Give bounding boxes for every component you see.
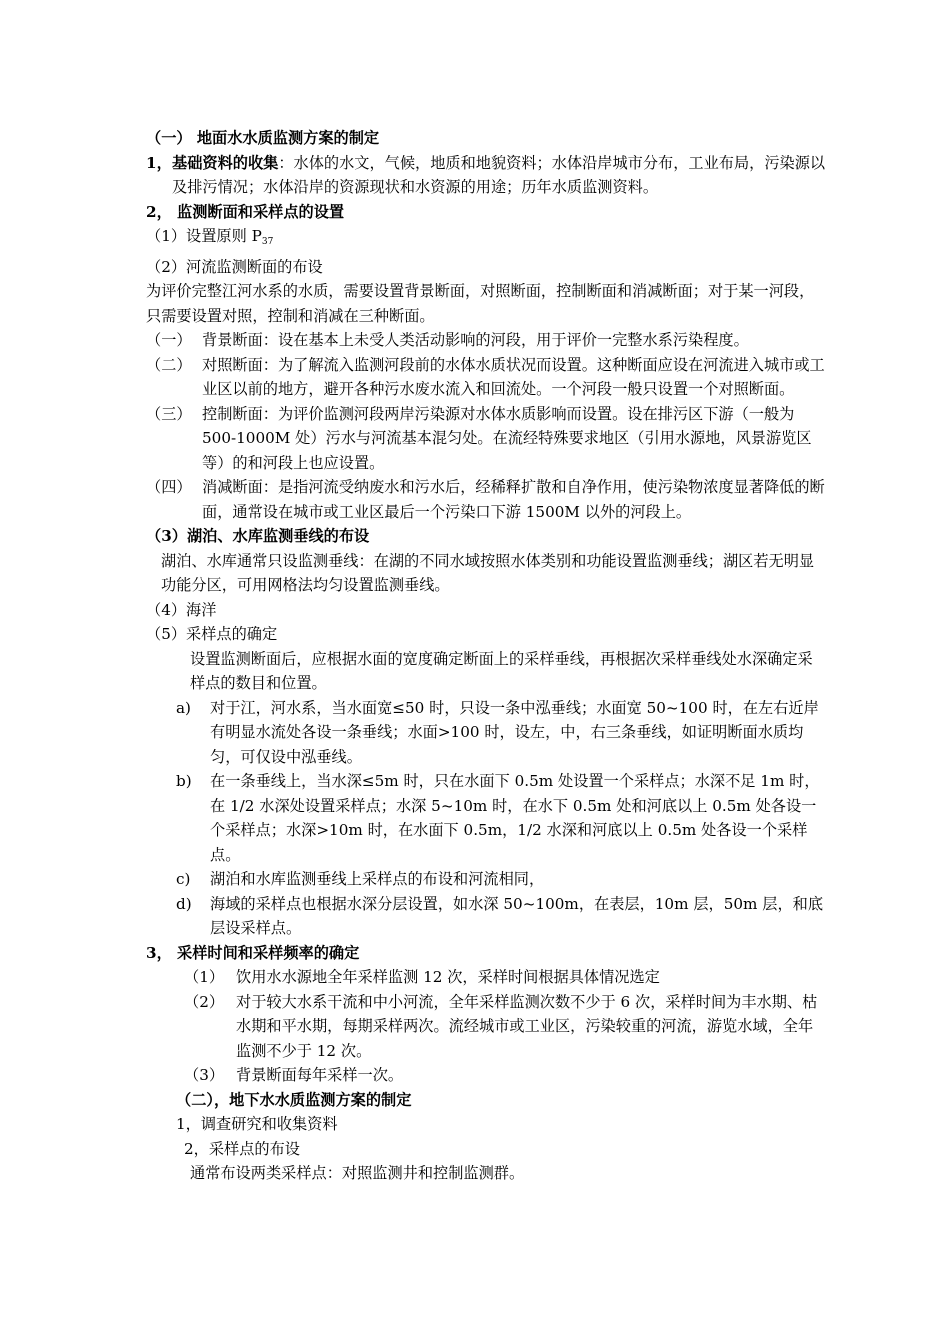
point-ocean: （4）海洋 xyxy=(146,600,217,619)
list-item xyxy=(146,328,826,353)
paragraph-river-intro: 为评价完整江河水系的水质，需要设置背景断面，对照断面，控制断面和消减断面；对于某一河段，只需要设置对照，控制和消减在三种断面。 xyxy=(146,282,815,325)
list-label: c) xyxy=(176,870,191,888)
list-text: 在一条垂线上，当水深≤5m 时，只在水面下 0.5m 处设置一个采样点；水深不足 1m 时，在 1/2 水深处设置采样点；水深 5~10m 时，在水下 0.5m 处和河底以上 0.5m 处各设一个采样点；水深>10m 时，在水面下 0.5m，1/2 水深和河底以上 0.5m 处各设一个采样点。 xyxy=(210,772,820,864)
section-heading-groundwater: （二），地下水水质监测方案的制定 xyxy=(176,1090,412,1109)
list-text: 饮用水水源地全年采样监测 12 次，采样时间根据具体情况选定 xyxy=(236,968,660,986)
paragraph-basic-data xyxy=(146,151,826,200)
list-label: d) xyxy=(176,894,192,913)
list-label: b) xyxy=(176,772,192,790)
list-text: 消减断面：是指河流受纳废水和污水后，经稀释扩散和自净作用，使污染物浓度显著降低的断面，通常设在城市或工业区最后一个污染口下游 1500M 以外的河段上。 xyxy=(202,478,825,521)
list-item xyxy=(146,990,826,1064)
list-text: 背景断面：设在基本上未受人类活动影响的河段，用于评价一完整水系污染程度。 xyxy=(202,331,749,349)
list-text: 海域的采样点也根据水深分层设置，如水深 50~100m，在表层，10m 层，50m 层，和底层设采样点。 xyxy=(210,894,824,937)
list-label: （二） xyxy=(146,355,192,374)
item-number: 1， xyxy=(146,153,172,172)
point-text: （1）设置原则 P xyxy=(146,227,262,245)
list-text: 背景断面每年采样一次。 xyxy=(236,1066,404,1084)
subsection-heading-sampling-frequency: 3， 采样时间和采样频率的确定 xyxy=(146,943,360,962)
groundwater-step-1: 1，调查研究和收集资料 xyxy=(176,1115,338,1133)
list-item xyxy=(146,1063,826,1088)
groundwater-step-2: 2，采样点的布设 xyxy=(184,1139,300,1158)
paragraph-lakes: 湖泊、水库通常只设监测垂线：在湖的不同水域按照水体类别和功能设置监测垂线；湖区若无明显功能分区，可用网格法均匀设置监测垂线。 xyxy=(161,551,815,594)
document-page xyxy=(146,126,826,1186)
list-label: （2） xyxy=(184,992,225,1011)
list-text: 控制断面：为评价监测河段两岸污染源对水体水质影响而设置。设在排污区下游（一般为 500-1000M 处）污水与河流基本混匀处。在流经特殊要求地区（引用水源地，风景游览区等）的和河段上也应设置。 xyxy=(202,404,812,472)
list-text: 湖泊和水库监测垂线上采样点的布设和河流相同， xyxy=(210,870,545,888)
paragraph-text xyxy=(172,151,826,200)
subsection-heading-sampling-sites: 2， 监测断面和采样点的设置 xyxy=(146,202,345,221)
list-item xyxy=(146,769,826,867)
page-subscript: 37 xyxy=(261,237,274,247)
point-lakes-heading: （3）湖泊、水库监测垂线的布设 xyxy=(146,527,370,545)
list-text: 对于江，河水系，当水面宽≤50 时，只设一条中泓垂线；水面宽 50~100 时，在左右近岸有明显水流处各设一条垂线；水面>100 时，设左，中，右三条垂线，如证明断面水质均匀，可仅设中泓垂线。 xyxy=(210,698,819,766)
list-label: （四） xyxy=(146,478,192,496)
list-item xyxy=(146,892,826,941)
list-item xyxy=(146,867,826,892)
inline-heading: 基础资料的收集 xyxy=(172,153,279,172)
list-label: （3） xyxy=(184,1066,225,1084)
list-label: （三） xyxy=(146,404,192,423)
list-item xyxy=(146,353,826,402)
point-river-sections: （2）河流监测断面的布设 xyxy=(146,257,323,276)
paragraph-sampling-points: 设置监测断面后，应根据水面的宽度确定断面上的采样垂线，再根据次采样垂线处水深确定采样点的数目和位置。 xyxy=(190,649,813,692)
point-principles xyxy=(146,224,826,255)
inline-text: ：水体的水文，气候，地质和地貌资料；水体沿岸城市分布，工业布局，污染源以及排污情况；水体沿岸的资源现状和水资源的用途；历年水质监测资料。 xyxy=(172,153,826,196)
list-label: a) xyxy=(176,698,191,717)
list-item xyxy=(146,402,826,476)
list-item xyxy=(146,475,826,524)
list-item xyxy=(146,696,826,770)
list-text: 对于较大水系干流和中小河流，全年采样监测次数不少于 6 次，采样时间为丰水期、枯水期和平水期，每期采样两次。流经城市或工业区，污染较重的河流，游览水域，全年监测不少于 12 次。 xyxy=(236,992,818,1060)
list-label: （1） xyxy=(184,968,225,986)
paragraph-groundwater-sites: 通常布设两类采样点：对照监测井和控制监测群。 xyxy=(190,1164,525,1182)
section-heading-surface-water: （一） 地面水水质监测方案的制定 xyxy=(146,129,380,147)
list-text: 对照断面：为了解流入监测河段前的水体水质状况而设置。这种断面应设在河流进入城市或工业区以前的地方，避开各种污水废水流入和回流处。一个河段一般只设置一个对照断面。 xyxy=(202,355,825,398)
point-sampling-points: （5）采样点的确定 xyxy=(146,625,278,643)
list-item xyxy=(146,965,826,990)
list-label: （一） xyxy=(146,331,192,349)
